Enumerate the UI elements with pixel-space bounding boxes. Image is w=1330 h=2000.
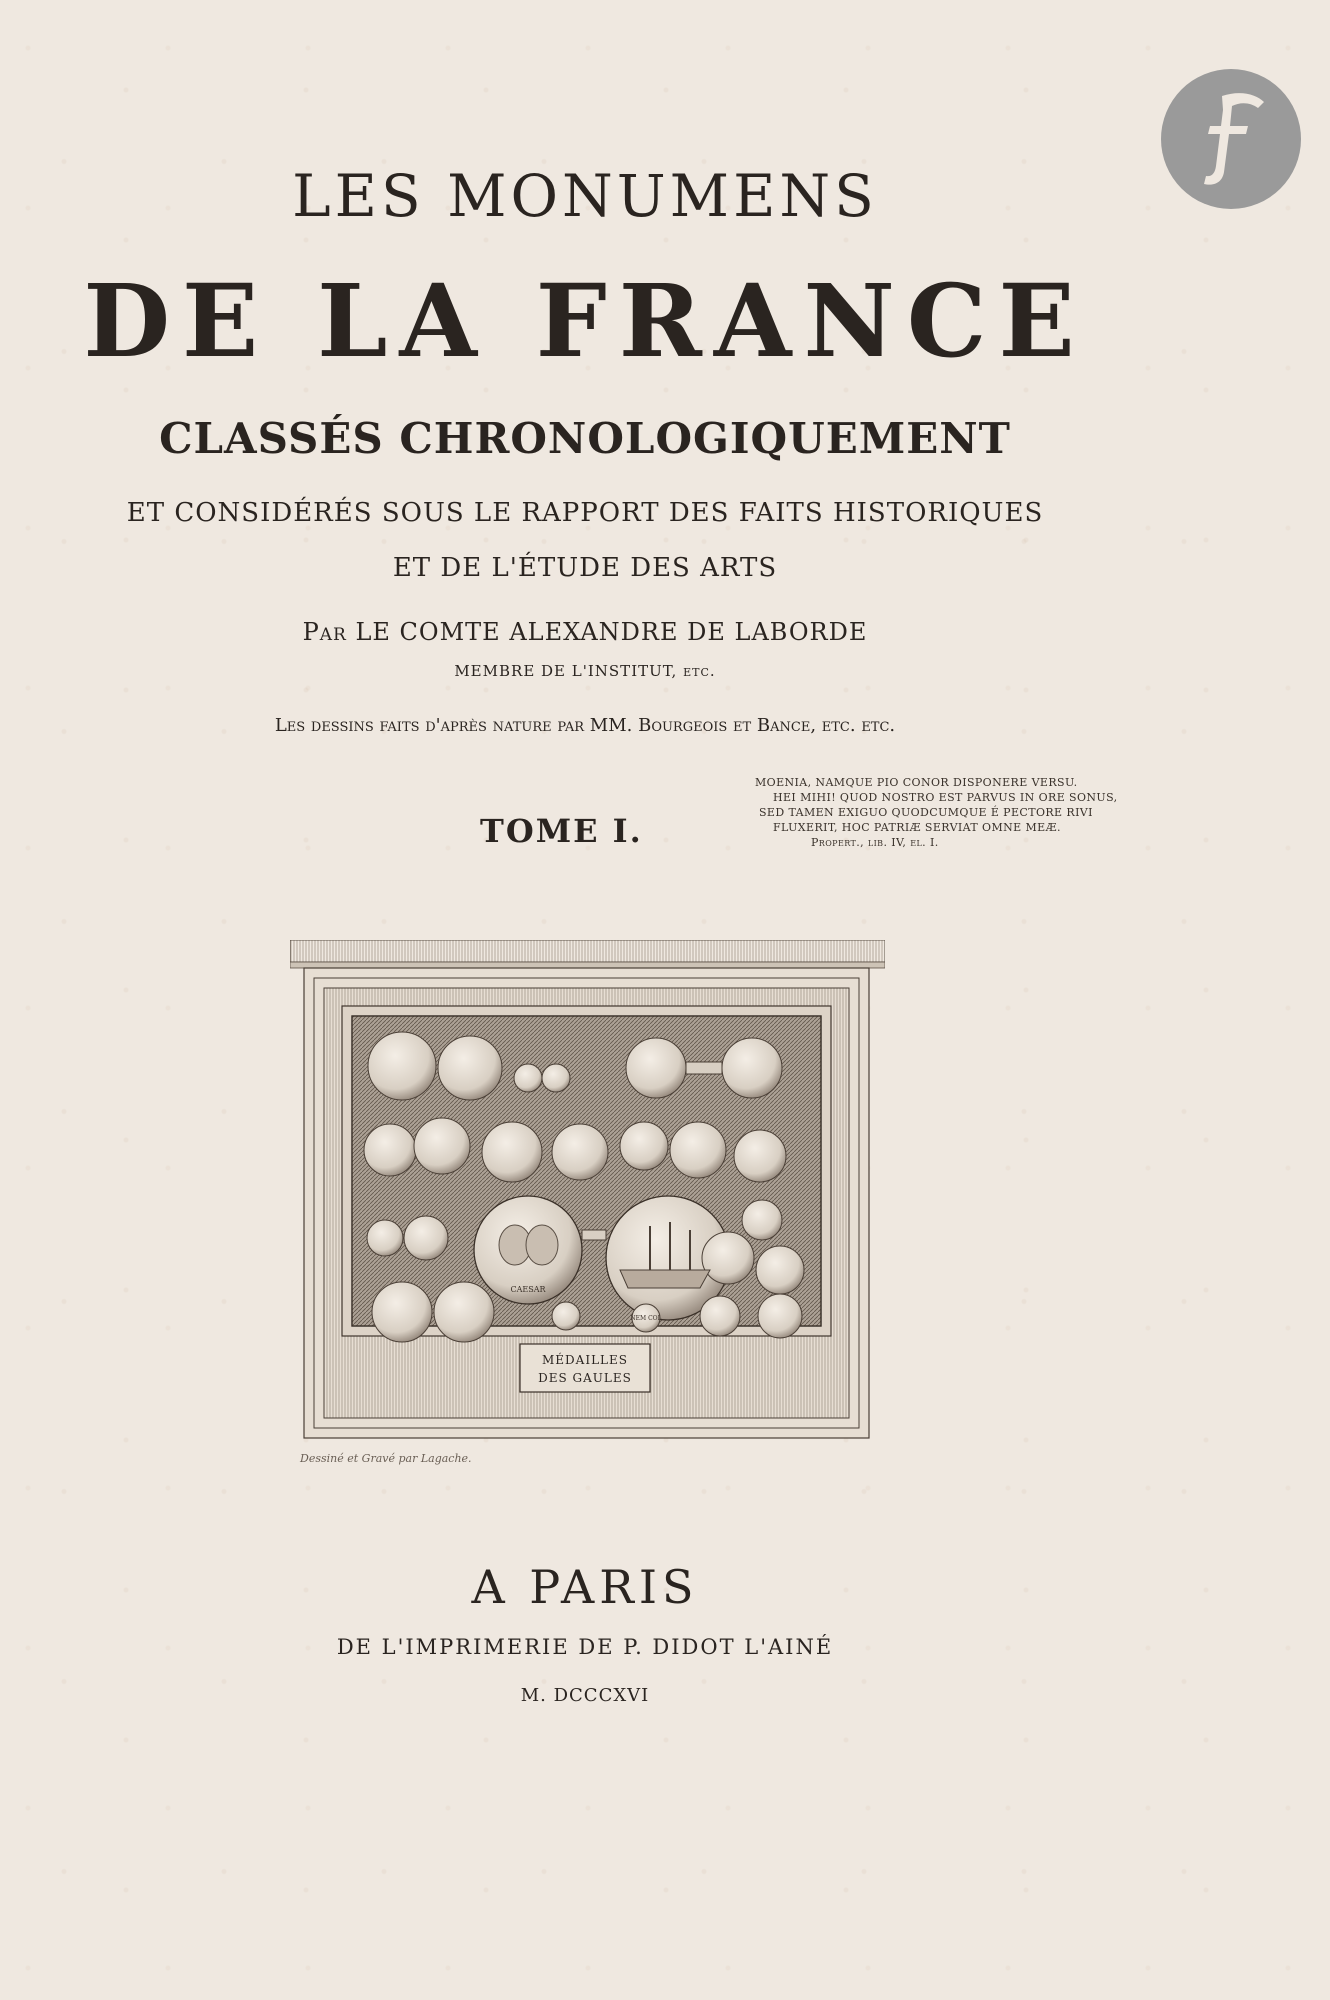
subtitle-line-2: ET CONSIDÉRÉS SOUS LE RAPPORT DES FAITS HISTORIQUES [126,498,1044,528]
title-line-1: LES MONUMENS [292,162,878,230]
subtitle-line-1: CLASSÉS CHRONOLOGIQUEMENT [159,414,1011,463]
volume-label: TOME I. [480,812,643,850]
drawings-credit: Les dessins faits d'après nature par MM. Bourgeois et Bance, etc. etc. [274,715,896,736]
author-membership: MEMBRE DE L'INSTITUT, etc. [454,662,716,680]
epigraph-line-3: SED TAMEN EXIGUO QUODCUMQUE É PECTORE RIVI [759,806,1093,819]
epigraph-source: Propert., lib. IV, el. I. [811,836,939,849]
imprint-printer: DE L'IMPRIMERIE DE P. DIDOT L'AINÉ [336,1635,834,1659]
coin-caption: CAESAR [510,1285,546,1294]
auction-house-logo-icon [1160,68,1302,210]
author-line: Par LE COMTE ALEXANDRE DE LABORDE [302,618,868,646]
epigraph [755,775,1118,850]
medals-engraving [290,940,885,1460]
imprint-year: M. DCCCXVI [520,1685,650,1706]
epigraph-line-2: HEI MIHI! QUOD NOSTRO EST PARVUS IN ORE SONUS, [773,791,1118,804]
engraver-credit: Dessiné et Gravé par Lagache. [300,1452,472,1465]
plaque-line-1: MÉDAILLES [542,1353,628,1367]
subtitle-line-3: ET DE L'ÉTUDE DES ARTS [392,553,778,583]
imprint-city: A PARIS [471,1560,699,1614]
coin-caption-2: NEM COL [630,1315,662,1322]
plaque-line-2: DES GAULES [538,1371,632,1385]
epigraph-line-4: FLUXERIT, HOC PATRIÆ SERVIAT OMNE MEÆ. [773,821,1061,834]
title-line-2: DE LA FRANCE [83,262,1087,380]
epigraph-line-1: MOENIA, NAMQUE PIO CONOR DISPONERE VERSU. [755,776,1078,789]
